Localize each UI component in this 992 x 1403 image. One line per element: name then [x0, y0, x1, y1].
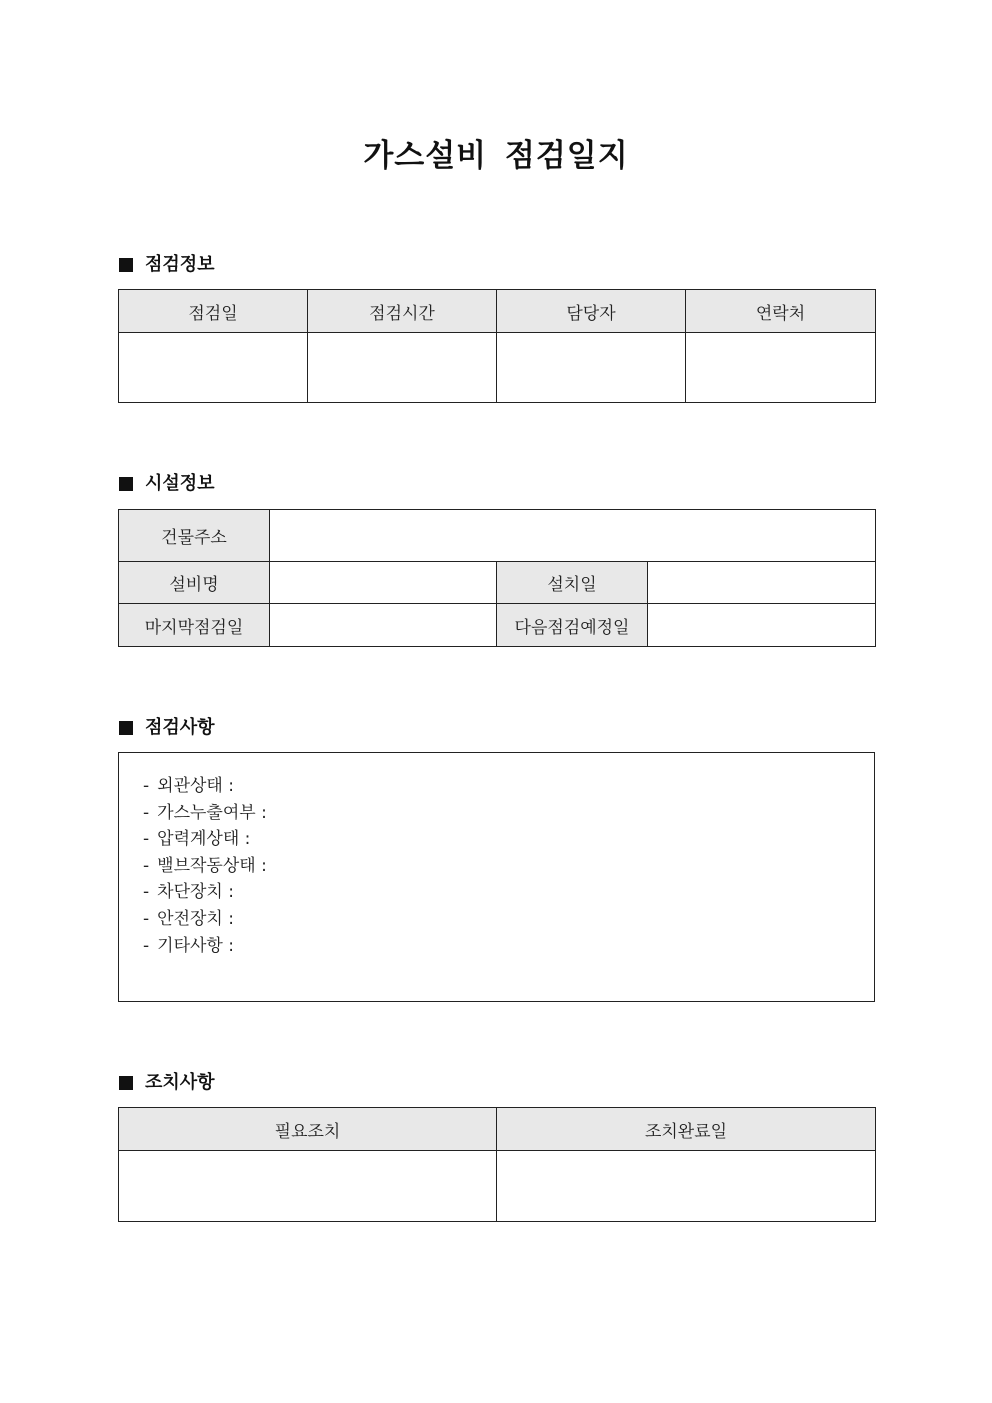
inspection-items-box[interactable]: [118, 752, 875, 1002]
required-action-field[interactable]: [119, 1151, 497, 1222]
install-date-field[interactable]: [648, 562, 876, 604]
section-heading-label: 점검정보: [145, 254, 215, 275]
item-separator: :: [228, 908, 234, 929]
square-bullet-icon: [119, 721, 133, 735]
equipment-name-field[interactable]: [270, 562, 497, 604]
item-separator: :: [261, 855, 267, 876]
document-title: 가스설비 점검일지: [363, 138, 629, 174]
item-separator: :: [261, 802, 267, 823]
item-label: 안전장치: [157, 908, 223, 929]
item-separator: :: [228, 882, 234, 903]
last-inspection-label: 마지막점검일: [119, 604, 270, 647]
table-row: [119, 333, 876, 403]
item-label: 차단장치: [157, 882, 223, 903]
next-inspection-field[interactable]: [648, 604, 876, 647]
completion-date-field[interactable]: [497, 1151, 876, 1222]
section-heading-inspection-info: [119, 253, 215, 277]
item-separator: :: [228, 935, 234, 956]
actions-table: [118, 1107, 876, 1222]
list-item-pressure-gauge: - 압력계상태 :: [143, 829, 251, 850]
column-header-inspection-time: 점검시간: [308, 290, 497, 333]
list-item-other-notes: - 기타사항 :: [143, 935, 234, 956]
facility-info-table: [118, 509, 876, 647]
square-bullet-icon: [119, 1076, 133, 1090]
list-item-safety-device: - 안전장치 :: [143, 908, 234, 929]
install-date-label: 설치일: [497, 562, 648, 604]
next-inspection-label: 다음점검예정일: [497, 604, 648, 647]
column-header-inspection-date: 점검일: [119, 290, 308, 333]
square-bullet-icon: [119, 258, 133, 272]
table-row: [119, 510, 876, 562]
list-item-exterior-condition: - 외관상태 :: [143, 776, 234, 796]
inspection-info-table: [118, 289, 876, 403]
column-header-person-in-charge: 담당자: [497, 290, 686, 333]
last-inspection-field[interactable]: [270, 604, 497, 647]
square-bullet-icon: [119, 477, 133, 491]
column-header-contact: 연락처: [686, 290, 876, 333]
item-separator: :: [228, 776, 234, 796]
column-header-completion-date: 조치완료일: [497, 1108, 876, 1151]
list-item-gas-leak: - 가스누출여부 :: [143, 802, 267, 823]
column-header-required-action: 필요조치: [119, 1108, 497, 1151]
item-label: 외관상태: [157, 776, 223, 796]
section-heading-label: 점검사항: [145, 717, 215, 738]
person-in-charge-field[interactable]: [497, 333, 686, 403]
item-label: 기타사항: [157, 935, 223, 956]
inspection-items-list: [119, 753, 874, 959]
table-row: [119, 604, 876, 647]
inspection-time-field[interactable]: [308, 333, 497, 403]
list-item-valve-operation: - 밸브작동상태 :: [143, 855, 267, 876]
building-address-field[interactable]: [270, 510, 876, 562]
list-item-shutoff-device: - 차단장치 :: [143, 882, 234, 903]
table-header-row: [119, 290, 876, 333]
item-label: 밸브작동상태: [157, 855, 256, 876]
item-label: 가스누출여부: [157, 802, 256, 823]
equipment-name-label: 설비명: [119, 562, 270, 604]
section-heading-facility-info: [119, 472, 215, 496]
section-heading-label: 시설정보: [145, 473, 215, 494]
section-heading-actions: [119, 1071, 215, 1095]
section-heading-label: 조치사항: [145, 1072, 215, 1093]
inspection-date-field[interactable]: [119, 333, 308, 403]
table-header-row: [119, 1108, 876, 1151]
section-heading-inspection-items: [119, 716, 215, 740]
item-label: 압력계상태: [157, 829, 240, 850]
item-separator: :: [244, 829, 251, 850]
building-address-label: 건물주소: [119, 510, 270, 562]
table-row: [119, 1151, 876, 1222]
table-row: [119, 562, 876, 604]
contact-field[interactable]: [686, 333, 876, 403]
